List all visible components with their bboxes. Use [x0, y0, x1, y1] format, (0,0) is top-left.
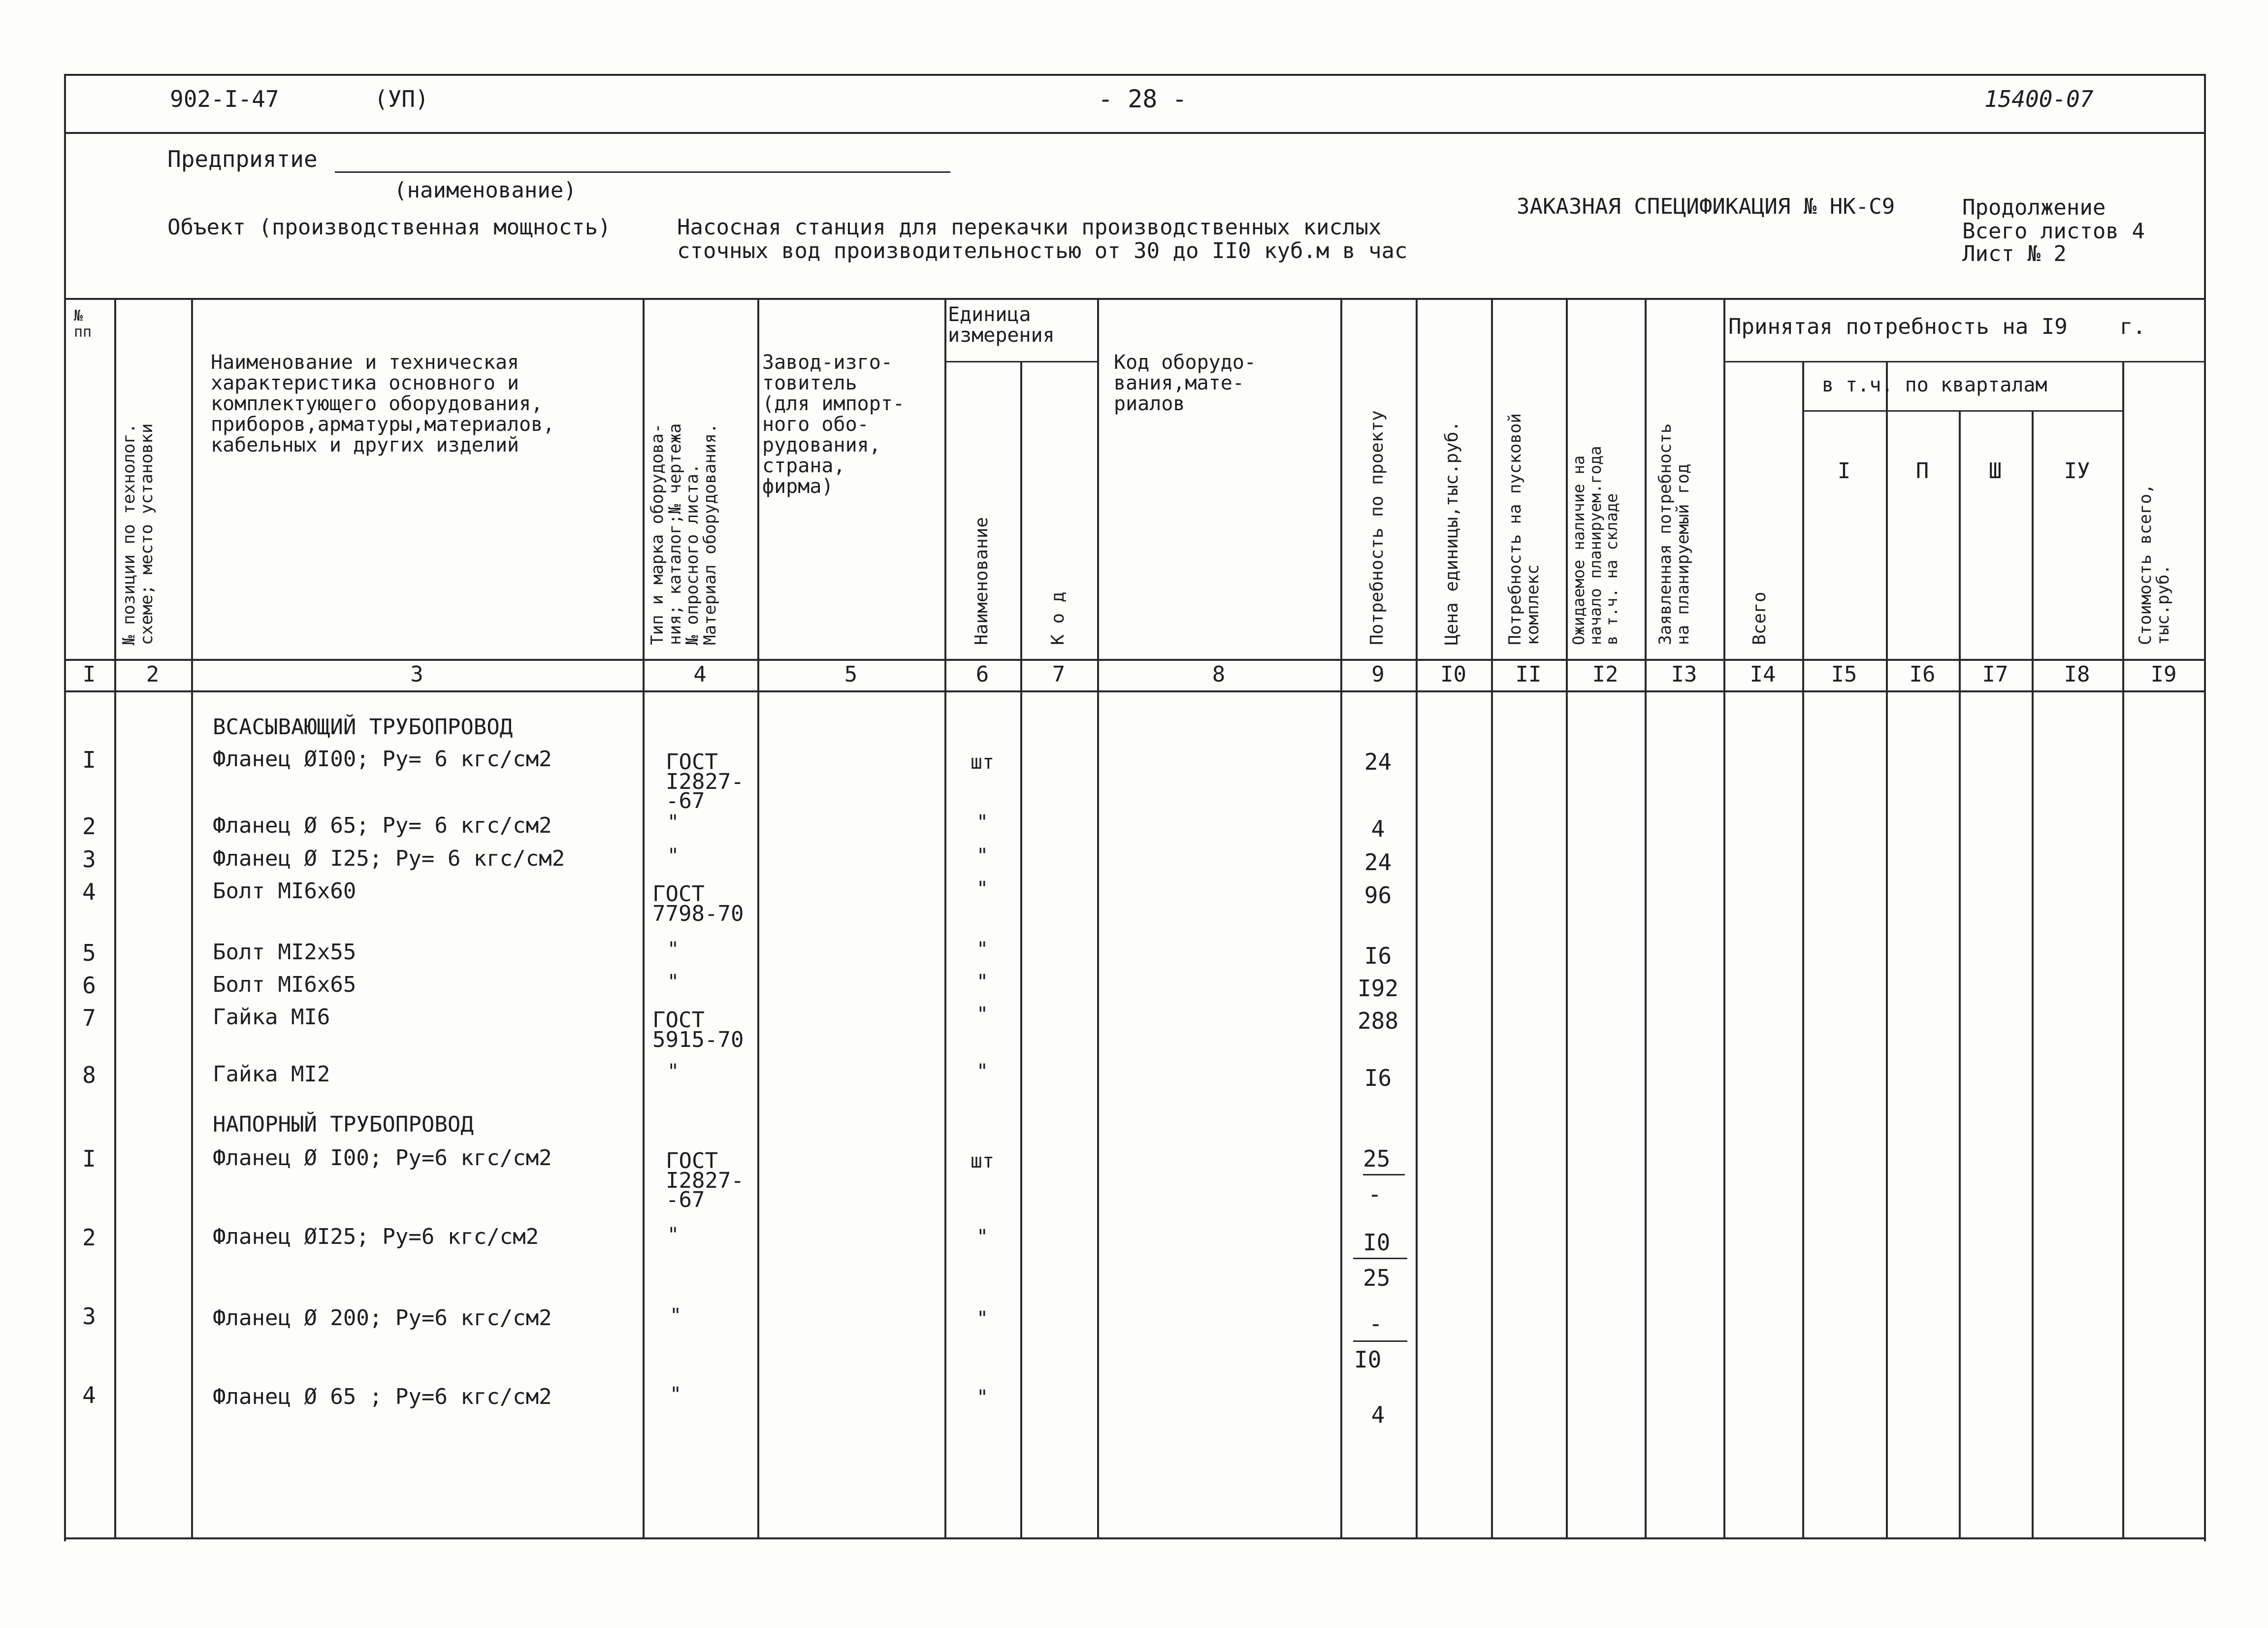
- item-standard: ": [667, 811, 680, 834]
- col-number: I7: [1982, 662, 2009, 687]
- col-header-12: Ожидаемое наличие на начало планируем.года в т.ч. на складе: [1569, 446, 1621, 645]
- fraction-bar: [1363, 1174, 1405, 1175]
- row-number: 4: [82, 879, 96, 905]
- col-number: 8: [1212, 662, 1226, 687]
- item-unit: шт: [970, 751, 995, 774]
- col-line: [643, 298, 645, 1539]
- item-qty-below: 25: [1363, 1265, 1391, 1291]
- col-number: I3: [1671, 662, 1697, 687]
- object-line-1: Насосная станция для перекачки производственных кислых: [677, 215, 1382, 240]
- continuation-label: Продолжение: [1962, 195, 2106, 220]
- col-line: [1491, 298, 1493, 1539]
- col-line: [1645, 298, 1647, 1539]
- item-qty: 96: [1364, 882, 1392, 909]
- item-qty: 288: [1357, 1008, 1399, 1034]
- item-unit: ": [976, 845, 989, 867]
- col-header-14: Всего: [1750, 591, 1770, 645]
- quarters-group-header: в т.ч. по кварталам: [1822, 374, 2047, 396]
- col-number: 4: [693, 662, 707, 687]
- object-line-2: сточных вод производительностью от 30 до II0 куб.м в час: [677, 238, 1408, 263]
- item-unit: ": [976, 1226, 989, 1248]
- archive-number: 15400-07: [1984, 86, 2094, 112]
- col-header-3: Наименование и техническая характеристика основного и комплектующего оборудования, приборов,арматуры,материалов, кабельных и других изделий: [211, 351, 555, 456]
- col-header-6: Наименование: [972, 517, 992, 645]
- row-number: 3: [82, 846, 96, 873]
- item-standard: ": [670, 1304, 682, 1327]
- item-name: Фланец ØI00; Ру= 6 кгс/см2: [213, 747, 552, 772]
- item-standard: ГОСТ I2827- -67: [666, 1148, 744, 1213]
- table-top: [64, 298, 2206, 300]
- col-header-11: Потребность на пусковой комплекс: [1505, 413, 1543, 645]
- enterprise-label: Предприятие: [167, 146, 318, 172]
- spec-title: ЗАКАЗНАЯ СПЕЦИФИКАЦИЯ № НК-С9: [1517, 194, 1895, 219]
- item-standard: ": [667, 938, 680, 961]
- item-qty: I6: [1364, 1065, 1392, 1091]
- col-header-1: № пп: [74, 307, 92, 341]
- item-standard: ": [667, 1224, 680, 1246]
- col-line: [1959, 411, 1961, 1539]
- unit-group-header: Единица измерения: [948, 303, 1055, 347]
- header-divider: [64, 132, 2206, 134]
- col-header-16: П: [1915, 458, 1929, 484]
- page-number: - 28 -: [1098, 85, 1187, 113]
- item-name: Гайка МI2: [213, 1062, 330, 1087]
- item-standard: ГОСТ 5915-70: [652, 1008, 744, 1052]
- item-name: Фланец Ø I00; Ру=6 кгс/см2: [213, 1145, 552, 1171]
- item-standard: ГОСТ 7798-70: [652, 881, 744, 926]
- item-qty: 24: [1364, 849, 1392, 876]
- col-header-2: № позиции по технолог. схеме; место установки: [119, 423, 157, 645]
- accepted-group-header: Принятая потребность на I9 г.: [1728, 314, 2146, 339]
- col-header-8: Код оборудо- вания,мате- риалов: [1114, 351, 1256, 415]
- quarters-group-line: [1802, 410, 2122, 412]
- item-name: Болт МI6х65: [213, 972, 356, 997]
- col-line: [1566, 298, 1568, 1539]
- item-unit: ": [976, 878, 989, 900]
- doc-number: 902-I-47: [170, 86, 279, 112]
- col-header-4: Тип и марка оборудова- ния; каталог;№ чертежа № опросного листа. Материал оборудования.: [648, 423, 720, 645]
- col-number: II: [1515, 662, 1542, 687]
- frame-bottom: [64, 1537, 2206, 1539]
- row-number: 5: [82, 940, 96, 966]
- unit-group-line: [944, 361, 1097, 362]
- col-number: 2: [146, 662, 160, 687]
- row-number: I: [82, 1145, 96, 1172]
- item-qty: -: [1369, 1310, 1383, 1337]
- col-line: [114, 298, 116, 1539]
- item-unit: ": [976, 811, 989, 834]
- item-name: Болт МI6х60: [213, 879, 356, 904]
- col-line: [2032, 411, 2034, 1539]
- col-number: 5: [844, 662, 858, 687]
- item-qty: I92: [1357, 975, 1399, 1002]
- row-number: 6: [82, 972, 96, 999]
- col-line: [2122, 362, 2124, 1539]
- item-name: Фланец Ø I25; Ру= 6 кгс/см2: [213, 846, 565, 871]
- col-line: [191, 298, 193, 1539]
- item-name: Фланец ØI25; Ру=6 кгс/см2: [213, 1224, 539, 1249]
- item-name: Фланец Ø 65; Ру= 6 кгс/см2: [213, 813, 552, 838]
- col-number: I4: [1750, 662, 1776, 687]
- item-standard: ": [670, 1383, 682, 1406]
- frame-top: [64, 74, 2206, 76]
- col-header-13: Заявленная потребность на планируемый год: [1655, 423, 1693, 645]
- col-line: [1097, 298, 1099, 1539]
- section-heading: ВСАСЫВАЮЩИЙ ТРУБОПРОВОД: [213, 715, 513, 740]
- col-number: I8: [2064, 662, 2090, 687]
- item-unit: ": [976, 1307, 989, 1330]
- row-number: 2: [82, 1224, 96, 1251]
- col-header-5: Завод-изго- товитель (для импорт- ного обо- рудования, страна, фирма): [762, 351, 905, 498]
- col-line: [1723, 298, 1725, 1539]
- col-number: I2: [1592, 662, 1619, 687]
- item-qty: 24: [1364, 749, 1392, 775]
- col-number: I9: [2150, 662, 2177, 687]
- item-qty-below: -: [1368, 1181, 1382, 1207]
- item-unit: ": [976, 1386, 989, 1409]
- item-qty: I6: [1364, 943, 1392, 969]
- colnum-bottom: [64, 690, 2206, 692]
- col-line: [1340, 298, 1342, 1539]
- row-number: 3: [82, 1303, 96, 1330]
- sheet-number: Лист № 2: [1962, 241, 2067, 266]
- row-number: 7: [82, 1005, 96, 1031]
- col-header-19: Стоимость всего, тыс.руб.: [2136, 484, 2173, 645]
- col-line: [1020, 362, 1022, 1539]
- fraction-bar: [1353, 1340, 1407, 1342]
- item-name: Болт МI2х55: [213, 940, 356, 965]
- section-heading: НАПОРНЫЙ ТРУБОПРОВОД: [213, 1112, 474, 1137]
- enterprise-underline: [335, 171, 950, 173]
- row-number: I: [82, 747, 96, 773]
- col-header-7: К о д: [1048, 591, 1068, 645]
- item-standard: ": [667, 845, 680, 867]
- col-number: I5: [1831, 662, 1857, 687]
- item-name: Фланец Ø 200; Ру=6 кгс/см2: [213, 1305, 552, 1331]
- sheets-total: Всего листов 4: [1962, 219, 2145, 244]
- item-name: Гайка МI6: [213, 1005, 330, 1030]
- item-qty-below: I0: [1354, 1346, 1382, 1373]
- col-line: [757, 298, 759, 1539]
- col-number: I0: [1440, 662, 1466, 687]
- col-header-15: I: [1837, 458, 1851, 484]
- col-line: [1802, 362, 1804, 1539]
- item-qty: 25: [1363, 1145, 1391, 1172]
- frame-right: [2204, 74, 2206, 1541]
- item-standard: ": [667, 971, 680, 993]
- col-line: [1886, 362, 1888, 1539]
- object-label: Объект (производственная мощность): [167, 215, 611, 240]
- item-qty: I0: [1363, 1229, 1391, 1256]
- volume-label: (УП): [374, 86, 429, 112]
- row-number: 8: [82, 1062, 96, 1088]
- col-number: 7: [1052, 662, 1066, 687]
- col-header-10: Цена единицы,тыс.руб.: [1442, 421, 1462, 645]
- item-standard: ": [667, 1060, 680, 1083]
- col-number: I6: [1909, 662, 1936, 687]
- item-qty: 4: [1371, 815, 1385, 842]
- item-unit: ": [976, 938, 989, 961]
- naming-hint: (наименование): [394, 178, 577, 203]
- item-qty: 4: [1371, 1401, 1385, 1428]
- item-unit: ": [976, 1003, 989, 1026]
- accepted-group-line: [1723, 361, 2205, 362]
- col-number: 9: [1371, 662, 1385, 687]
- col-number: I: [82, 662, 96, 687]
- item-standard: ГОСТ I2827- -67: [666, 749, 744, 814]
- col-header-18: IУ: [2064, 458, 2090, 484]
- col-number: 6: [975, 662, 989, 687]
- fraction-bar: [1353, 1258, 1407, 1259]
- item-unit: ": [976, 971, 989, 993]
- item-unit: ": [976, 1060, 989, 1083]
- col-header-9: Потребность по проекту: [1367, 410, 1387, 645]
- row-number: 2: [82, 813, 96, 840]
- row-number: 4: [82, 1382, 96, 1408]
- col-line: [944, 298, 946, 1539]
- col-header-17: Ш: [1988, 458, 2002, 484]
- colnum-top: [64, 659, 2206, 661]
- col-number: 3: [410, 662, 423, 687]
- item-unit: шт: [970, 1150, 995, 1172]
- col-line: [1416, 298, 1418, 1539]
- item-name: Фланец Ø 65 ; Ру=6 кгс/см2: [213, 1384, 552, 1409]
